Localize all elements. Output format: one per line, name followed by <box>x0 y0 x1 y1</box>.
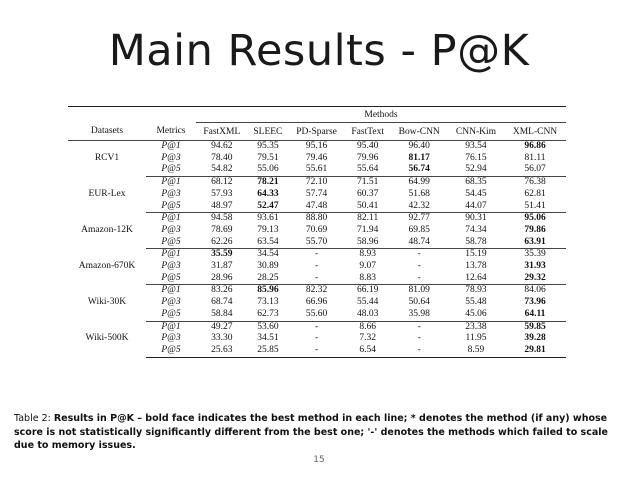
score-cell: 28.96 <box>196 273 248 285</box>
score-cell: 88.80 <box>305 213 328 224</box>
score-cell: 79.13 <box>257 224 279 235</box>
score-cell: 57.74 <box>305 188 328 199</box>
score-cell: 48.97 <box>196 201 248 213</box>
score-cell: 63.54 <box>248 237 289 249</box>
score-cell: 66.96 <box>305 297 328 308</box>
score-cell: 81.09 <box>408 285 430 296</box>
table-row <box>68 249 566 261</box>
table-row <box>68 141 566 153</box>
caption-label: Table 2: <box>14 413 54 424</box>
score-cell: 34.51 <box>257 333 279 344</box>
score-cell: - <box>314 249 319 260</box>
table-row <box>68 213 566 225</box>
metric-label: P@3 <box>161 333 181 344</box>
score-cell: 49.27 <box>211 321 233 332</box>
score-cell: 59.85 <box>524 321 546 332</box>
score-cell: 93.54 <box>465 141 487 151</box>
metric-label: P@1 <box>161 285 181 296</box>
score-cell: 45.06 <box>448 309 504 321</box>
score-cell: 85.96 <box>257 285 279 296</box>
metric-label: P@5 <box>146 237 196 249</box>
caption-text: Results in P@K – bold face indicates the best method in each line; * denotes the method (if any) whose score is not statistically significantly different from the best one; '-' denotes the methods which failed to scale due to memory issues. <box>14 413 608 451</box>
table-row <box>68 285 566 297</box>
methods-group-header: Methods <box>196 107 566 123</box>
score-cell: 58.84 <box>196 309 248 321</box>
score-cell: 39.28 <box>524 333 546 344</box>
dataset-name: EUR-Lex <box>88 188 126 199</box>
score-cell: 78.40 <box>211 152 233 163</box>
score-cell: 30.89 <box>257 261 279 272</box>
methods-group-header-row <box>68 107 566 123</box>
score-cell: 92.77 <box>408 213 430 224</box>
score-cell: 79.86 <box>524 224 546 235</box>
score-cell: 35.39 <box>524 249 546 260</box>
score-cell: 57.93 <box>211 188 233 199</box>
metric-label: P@1 <box>161 213 181 224</box>
slide-title: Main Results - P@K <box>108 26 530 76</box>
score-cell: 55.61 <box>288 164 345 176</box>
score-cell: 23.38 <box>465 321 487 332</box>
score-cell: 55.48 <box>465 297 487 308</box>
score-cell: 7.32 <box>359 333 376 344</box>
score-cell: 52.94 <box>448 164 504 176</box>
score-cell: 82.32 <box>305 285 328 296</box>
column-header: FastText <box>345 123 391 141</box>
score-cell: 96.86 <box>524 141 546 151</box>
score-cell: 68.74 <box>211 297 233 308</box>
score-cell: 13.78 <box>465 261 487 272</box>
score-cell: 76.38 <box>524 177 546 188</box>
metric-label: P@3 <box>161 297 181 308</box>
metric-label: P@5 <box>146 273 196 285</box>
score-cell: 56.07 <box>504 164 566 176</box>
score-cell: 50.41 <box>345 201 391 213</box>
score-cell: - <box>417 249 421 260</box>
score-cell: 12.64 <box>448 273 504 285</box>
score-cell: 71.51 <box>357 177 379 188</box>
score-cell: - <box>314 333 319 344</box>
score-cell: 95.40 <box>357 141 379 151</box>
column-header: Datasets <box>68 123 146 141</box>
metric-label: P@3 <box>161 224 181 235</box>
score-cell: - <box>314 321 319 332</box>
score-cell: 55.64 <box>345 164 391 176</box>
score-cell: 44.07 <box>448 201 504 213</box>
column-header: CNN-Kim <box>448 123 504 141</box>
score-cell: 55.70 <box>288 237 345 249</box>
score-cell: 54.82 <box>196 164 248 176</box>
score-cell: 28.25 <box>248 273 289 285</box>
score-cell: 25.63 <box>196 345 248 357</box>
score-cell: 70.69 <box>305 224 328 235</box>
column-header: Metrics <box>146 123 196 141</box>
score-cell: 94.58 <box>211 213 233 224</box>
column-header: FastXML <box>196 123 248 141</box>
table-row <box>68 177 566 189</box>
score-cell: 31.93 <box>524 261 546 272</box>
score-cell: 31.87 <box>211 261 233 272</box>
score-cell: 68.35 <box>465 177 487 188</box>
score-cell: 58.96 <box>345 237 391 249</box>
score-cell: 34.54 <box>257 249 279 260</box>
score-cell: 47.48 <box>288 201 345 213</box>
score-cell: 84.06 <box>524 285 546 296</box>
score-cell: 90.31 <box>465 213 487 224</box>
dataset-name: Amazon-12K <box>81 224 133 235</box>
score-cell: 42.32 <box>390 201 448 213</box>
score-cell: 71.94 <box>357 224 379 235</box>
score-cell: 79.46 <box>305 152 328 163</box>
score-cell: 55.44 <box>357 297 379 308</box>
metric-label: P@5 <box>146 164 196 176</box>
column-header: SLEEC <box>248 123 289 141</box>
dataset-name: Wiki-30K <box>87 297 127 308</box>
score-cell: 11.95 <box>465 333 487 344</box>
score-cell: 35.59 <box>211 249 233 260</box>
metric-label: P@1 <box>161 249 181 260</box>
score-cell: 35.98 <box>390 309 448 321</box>
score-cell: 9.07 <box>359 261 376 272</box>
score-cell: 64.99 <box>408 177 430 188</box>
column-header-row <box>68 123 566 141</box>
score-cell: 50.64 <box>408 297 430 308</box>
score-cell: 29.32 <box>504 273 566 285</box>
score-cell: - <box>314 261 319 272</box>
score-cell: - <box>288 273 345 285</box>
score-cell: 68.12 <box>211 177 233 188</box>
score-cell: - <box>288 345 345 357</box>
score-cell: 83.26 <box>211 285 233 296</box>
score-cell: 95.35 <box>257 141 279 151</box>
score-cell: 62.73 <box>248 309 289 321</box>
metric-label: P@5 <box>146 345 196 357</box>
score-cell: 54.45 <box>465 188 487 199</box>
score-cell: 55.06 <box>248 164 289 176</box>
score-cell: - <box>390 273 448 285</box>
score-cell: 58.78 <box>448 237 504 249</box>
score-cell: - <box>390 345 448 357</box>
score-cell: 78.93 <box>465 285 487 296</box>
score-cell: 93.61 <box>257 213 279 224</box>
metric-label: P@1 <box>161 177 181 188</box>
score-cell: 33.30 <box>211 333 233 344</box>
score-cell: 55.60 <box>288 309 345 321</box>
score-cell: 63.91 <box>504 237 566 249</box>
score-cell: 95.16 <box>305 141 328 151</box>
page-number: 15 <box>313 455 325 465</box>
dataset-name: Amazon-670K <box>78 261 136 272</box>
column-header: PD-Sparse <box>288 123 345 141</box>
score-cell: 52.47 <box>248 201 289 213</box>
score-cell: 79.96 <box>357 152 379 163</box>
score-cell: 56.74 <box>390 164 448 176</box>
score-cell: 51.68 <box>408 188 430 199</box>
score-cell: 78.21 <box>257 177 279 188</box>
score-cell: 48.03 <box>345 309 391 321</box>
score-cell: - <box>417 333 421 344</box>
score-cell: 72.10 <box>305 177 328 188</box>
score-cell: 79.51 <box>257 152 279 163</box>
score-cell: 94.62 <box>211 141 233 151</box>
metric-label: P@5 <box>146 309 196 321</box>
table-caption <box>14 412 626 453</box>
score-cell: - <box>417 261 421 272</box>
score-cell: 64.11 <box>504 309 566 321</box>
score-cell: 8.93 <box>359 249 376 260</box>
score-cell: 66.19 <box>357 285 379 296</box>
score-cell: 62.26 <box>196 237 248 249</box>
score-cell: 73.13 <box>257 297 279 308</box>
score-cell: 8.83 <box>345 273 391 285</box>
score-cell: 95.06 <box>524 213 546 224</box>
metric-label: P@3 <box>161 261 181 272</box>
score-cell: 15.19 <box>465 249 487 260</box>
score-cell: 25.85 <box>248 345 289 357</box>
score-cell: 81.17 <box>408 152 430 163</box>
metric-label: P@3 <box>161 188 181 199</box>
metric-label: P@1 <box>161 321 181 332</box>
score-cell: 60.37 <box>357 188 379 199</box>
score-cell: 48.74 <box>390 237 448 249</box>
score-cell: 8.66 <box>359 321 376 332</box>
score-cell: 29.81 <box>504 345 566 357</box>
column-header: Bow-CNN <box>390 123 448 141</box>
score-cell: 74.34 <box>465 224 487 235</box>
score-cell: 69.85 <box>408 224 430 235</box>
score-cell: 81.11 <box>524 152 546 163</box>
score-cell: 96.40 <box>408 141 430 151</box>
score-cell: 8.59 <box>448 345 504 357</box>
metric-label: P@3 <box>161 152 181 163</box>
score-cell: 73.96 <box>524 297 546 308</box>
column-header: XML-CNN <box>504 123 566 141</box>
results-table <box>68 106 566 358</box>
dataset-name: RCV1 <box>94 152 120 163</box>
score-cell: - <box>417 321 421 332</box>
score-cell: 78.69 <box>211 224 233 235</box>
score-cell: 82.11 <box>357 213 379 224</box>
table-row <box>68 321 566 333</box>
score-cell: 51.41 <box>504 201 566 213</box>
score-cell: 76.15 <box>465 152 487 163</box>
score-cell: 6.54 <box>345 345 391 357</box>
score-cell: 53.60 <box>257 321 279 332</box>
metric-label: P@1 <box>161 141 181 151</box>
metric-label: P@5 <box>146 201 196 213</box>
dataset-name: Wiki-500K <box>85 333 129 344</box>
score-cell: 64.33 <box>257 188 279 199</box>
score-cell: 62.81 <box>524 188 546 199</box>
results-table-container <box>68 106 566 358</box>
